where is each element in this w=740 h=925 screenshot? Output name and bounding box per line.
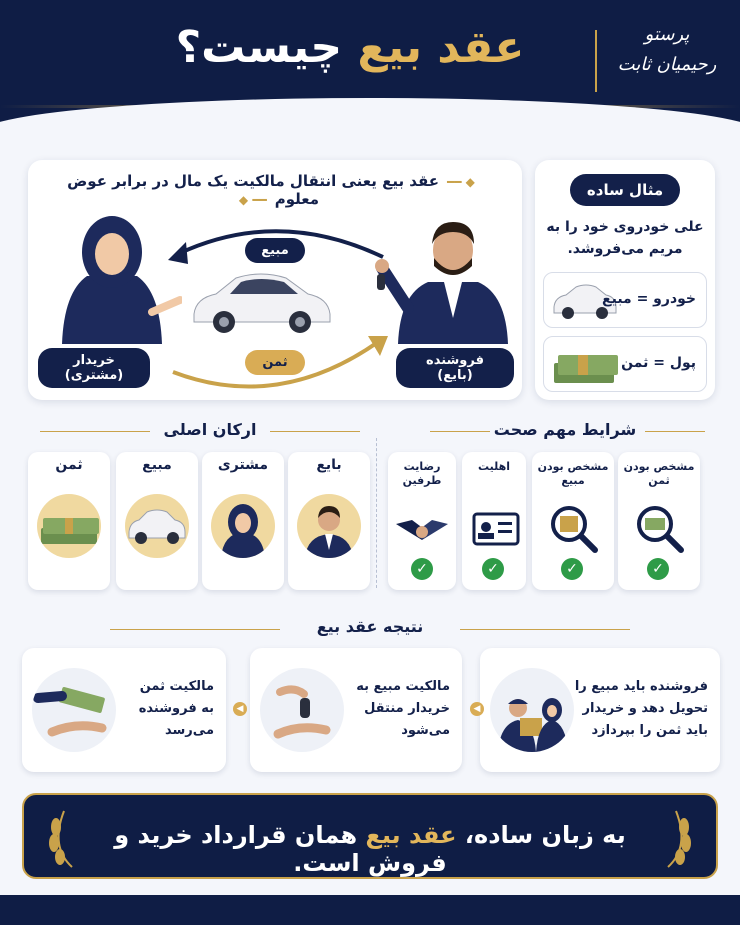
result-text: مالکیت ثمن به فروشنده می‌رسد: [138, 679, 214, 738]
check-icon: ✓: [647, 558, 669, 580]
conditions-line-right: [430, 431, 490, 432]
pillar-card: [28, 452, 110, 590]
seller-label: فروشنده (بایع): [396, 348, 514, 388]
result-line-left: [110, 629, 280, 630]
pillar-circle: [125, 494, 189, 558]
magnifier-box-icon: [545, 500, 601, 556]
summary-text: [104, 821, 636, 877]
key-handover-icon: [260, 668, 344, 752]
result-card: [250, 648, 462, 772]
car-icon: [186, 268, 336, 338]
check-icon: ✓: [482, 558, 504, 580]
pillar-label: بایع: [316, 457, 342, 473]
pillar-label: ثمن: [55, 457, 83, 473]
pillar-label: مشتری: [217, 457, 269, 473]
pillar-card: [116, 452, 198, 590]
result-picture: [32, 668, 116, 752]
conditions-line-left: [645, 431, 705, 432]
pillars-line-right: [270, 431, 360, 432]
pillar-circle: [37, 494, 101, 558]
header: [0, 0, 740, 128]
condition-card: [462, 452, 526, 590]
handshake-icon: [394, 500, 450, 556]
id-card-icon: [468, 500, 524, 556]
woman-avatar-icon: [211, 494, 275, 558]
condition-card: [618, 452, 700, 590]
car-icon: [125, 494, 189, 558]
header-wave: [0, 98, 740, 128]
buyer-woman-icon: [42, 212, 182, 344]
laurel-left-icon: [42, 807, 82, 869]
example-card: [535, 160, 715, 400]
bottom-band: [0, 895, 740, 925]
condition-card: [532, 452, 614, 590]
pillar-circle: [211, 494, 275, 558]
result-card: [480, 648, 720, 772]
hero-title-text: عقد بیع یعنی انتقال مالکیت یک مال در برابر عوض معلوم: [67, 172, 440, 208]
summary-text-highlight: عقد بیع: [365, 821, 457, 849]
condition-label: رضایت طرفین: [402, 460, 442, 487]
example-row2-label: پول = ثمن: [621, 355, 696, 371]
chevron-left-icon: ◀: [233, 702, 247, 716]
summary-text-before: به زبان ساده،: [456, 821, 626, 849]
condition-label: مشخص بودن ثمن: [623, 460, 695, 487]
condition-card: [388, 452, 456, 590]
seller-man-icon: [368, 208, 518, 344]
brand-signature: پرستو رحیمیان ثابت: [617, 24, 717, 75]
result-text: فروشنده باید مبیع را تحویل دهد و خریدار باید ثمن را بپردازد: [574, 679, 708, 738]
magnifier-money-icon: [631, 500, 687, 556]
example-row-money: [543, 336, 707, 392]
header-separator: [595, 30, 597, 92]
buyer-label: خریدار (مشتری): [38, 348, 150, 388]
money-handover-icon: [32, 668, 116, 752]
pillars-heading: ارکان اصلی: [163, 420, 257, 439]
summary-text-after: همان قرارداد خرید و فروش است.: [114, 821, 447, 877]
man-avatar-icon: [297, 494, 361, 558]
pillar-card: [202, 452, 284, 590]
mabi-pill: مبیع: [245, 238, 305, 263]
condition-label: اهلیت: [477, 460, 511, 473]
example-text: علی خودروی خود را به مریم می‌فروشد.: [546, 219, 704, 257]
laurel-right-icon: [658, 807, 698, 869]
result-picture: [260, 668, 344, 752]
hero-card: [28, 160, 522, 400]
delivery-icon: [490, 668, 574, 752]
example-row-car: [543, 272, 707, 328]
summary-banner: [22, 793, 718, 879]
title-rest: چیست؟: [175, 22, 358, 73]
pillar-card: [288, 452, 370, 590]
money-icon: [37, 494, 101, 558]
conditions-heading: شرایط مهم صحت: [493, 420, 637, 439]
hero-title: ◆ ━━عقد بیع یعنی انتقال مالکیت یک مال در برابر عوض معلوم━━ ◆: [67, 172, 475, 208]
section-divider: [376, 438, 377, 588]
chevron-left-icon: ◀: [470, 702, 484, 716]
check-icon: ✓: [561, 558, 583, 580]
example-badge: مثال ساده: [570, 174, 680, 206]
page-title: [160, 22, 540, 73]
pillar-circle: [297, 494, 361, 558]
result-line-right: [460, 629, 630, 630]
pillar-label: مبیع: [142, 457, 172, 473]
result-card: [22, 648, 226, 772]
condition-label: مشخص بودن مبیع: [537, 460, 609, 487]
result-text: مالکیت مبیع به خریدار منتقل می‌شود: [356, 679, 450, 738]
pillars-line-left: [40, 431, 150, 432]
money-icon: [550, 343, 620, 387]
title-highlight: عقد بیع: [357, 22, 525, 73]
result-heading: نتیجه عقد بیع: [316, 617, 424, 636]
check-icon: ✓: [411, 558, 433, 580]
result-picture: [490, 668, 574, 752]
saman-pill: ثمن: [245, 350, 305, 375]
example-row1-label: خودرو = مبیع: [602, 291, 696, 307]
